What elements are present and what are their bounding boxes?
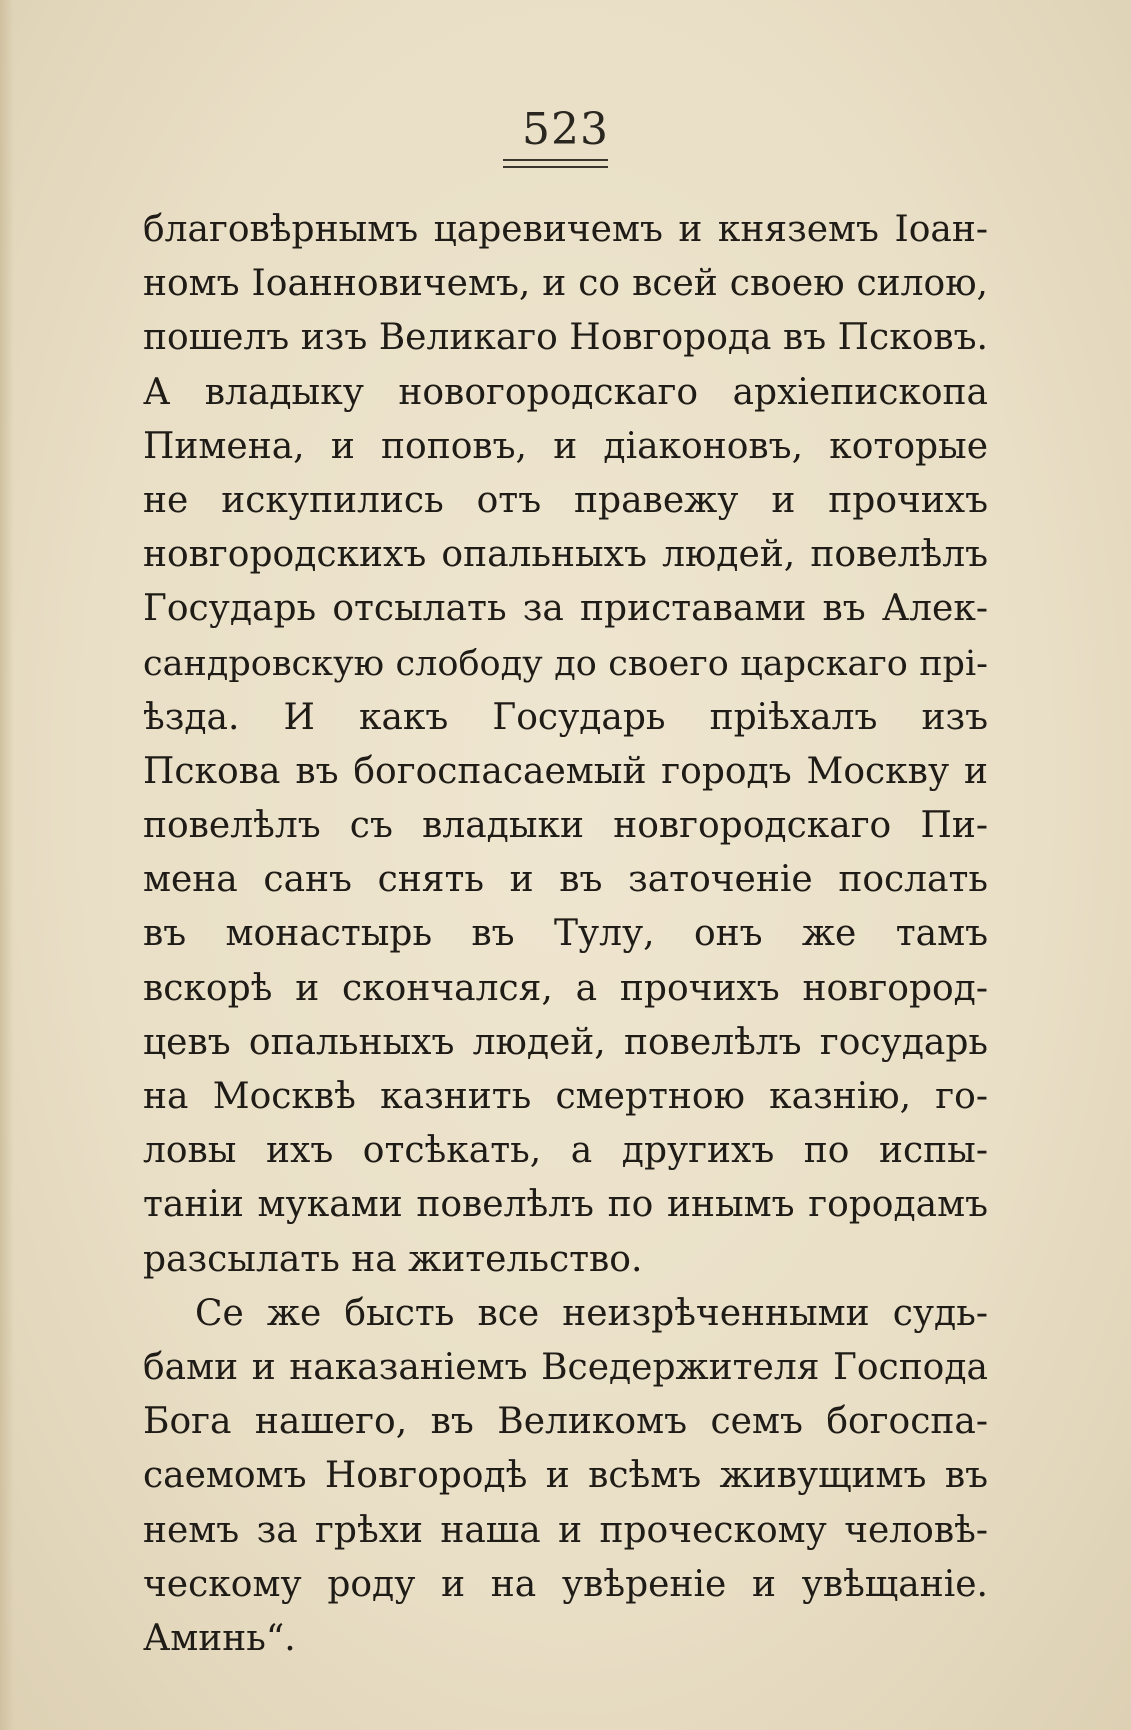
text-line-paragraph-end: разсылать на жительство.	[143, 1238, 643, 1280]
text-line: повелѣлъ съ владыки новгородскаго Пи-	[143, 805, 988, 847]
text-line: ловы ихъ отсѣкать, а другихъ по испы-	[143, 1130, 988, 1172]
text-line: не искупились отъ правежу и прочихъ	[143, 479, 988, 521]
header-rule-top	[503, 159, 608, 161]
page-edge-shadow	[0, 0, 14, 1730]
text-line: пошелъ изъ Великаго Новгорода въ Псковъ.	[143, 317, 988, 359]
text-line-paragraph-start: Се же бысть все неизрѣченными судь-	[195, 1292, 988, 1334]
text-line: Пскова въ богоспасаемый городъ Москву и	[143, 750, 988, 792]
text-line: номъ Іоанновичемъ, и со всей своею силою,	[143, 263, 988, 305]
text-line: сандровскую слободу до своего царскаго прі-	[143, 643, 988, 684]
text-line: благовѣрнымъ царевичемъ и княземъ Іоан-	[143, 209, 988, 250]
text-line: саемомъ Новгородѣ и всѣмъ живущимъ въ	[143, 1455, 988, 1497]
text-line: ческому роду и на увѣреніе и увѣщаніе.	[143, 1563, 988, 1605]
text-line: въ монастырь въ Тулу, онъ же тамъ	[143, 913, 988, 955]
text-line: Бога нашего, въ Великомъ семъ богоспа-	[143, 1401, 988, 1443]
text-line: мена санъ снять и въ заточеніе послать	[143, 859, 988, 901]
text-line: бами и наказаніемъ Вседержителя Господа	[143, 1346, 988, 1388]
body-text	[143, 203, 988, 1666]
text-line: А владыку новогородскаго архіепископа	[143, 371, 988, 413]
text-line: таніи муками повелѣлъ по инымъ городамъ	[143, 1184, 988, 1226]
text-line-paragraph-end: Аминь“.	[143, 1617, 296, 1659]
text-line: вскорѣ и скончался, а прочихъ новгород-	[143, 967, 988, 1009]
text-line: немъ за грѣхи наша и проческому человѣ-	[143, 1509, 988, 1551]
text-line: на Москвѣ казнить смертною казнію, го-	[143, 1076, 988, 1117]
text-line: ѣзда. И какъ Государь пріѣхалъ изъ	[143, 696, 988, 738]
text-line: Пимена, и поповъ, и діаконовъ, которые	[143, 425, 988, 467]
header-rule-bottom	[503, 166, 608, 168]
text-line: цевъ опальныхъ людей, повелѣлъ государь	[143, 1021, 988, 1063]
page-number: 523	[522, 104, 609, 155]
text-line: новгородскихъ опальныхъ людей, повелѣлъ	[143, 534, 988, 576]
text-line: Государь отсылать за приставами въ Алек-	[143, 588, 988, 630]
